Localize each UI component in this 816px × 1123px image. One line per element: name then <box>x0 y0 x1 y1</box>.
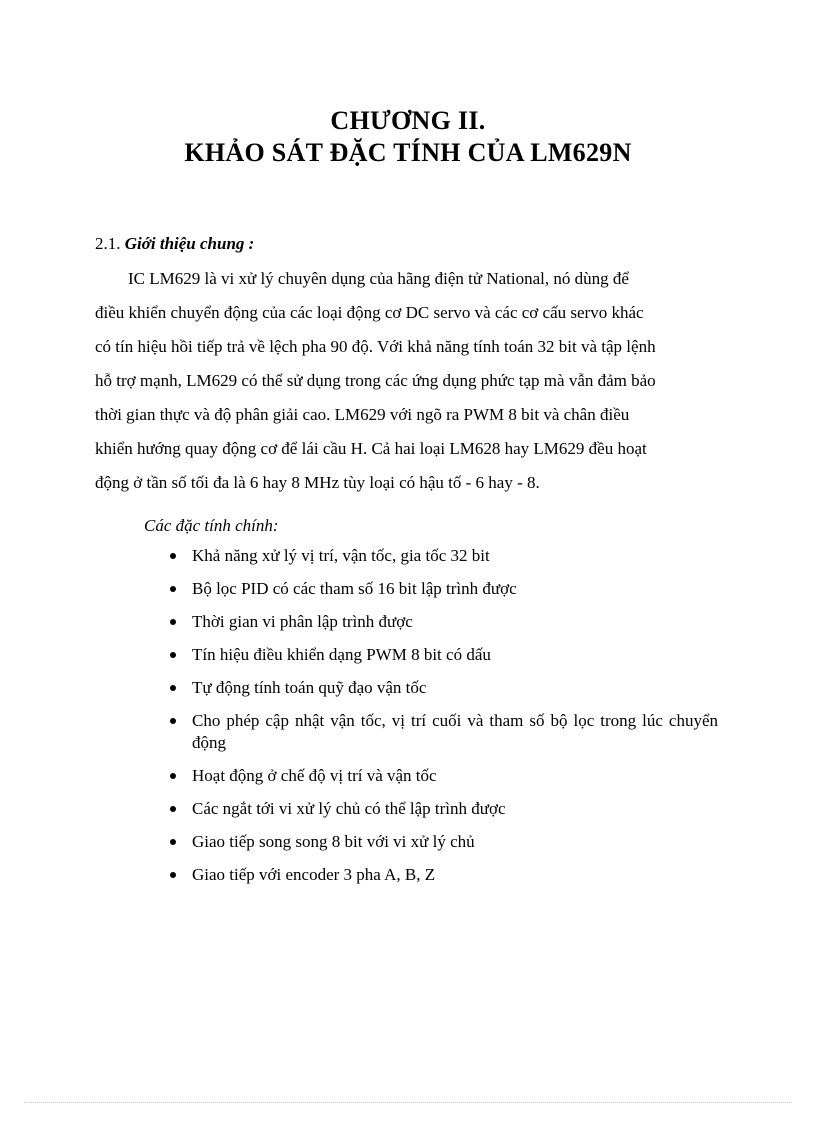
feature-text: Thời gian vi phân lập trình được <box>192 612 413 631</box>
paragraph-line: hỗ trợ mạnh, LM629 có thể sử dụng trong các ứng dụng phức tạp mà vẫn đảm bảo <box>95 371 656 390</box>
bullet-icon <box>170 872 176 878</box>
bullet-icon <box>170 773 176 779</box>
bullet-icon <box>170 718 176 724</box>
feature-text: Giao tiếp với encoder 3 pha A, B, Z <box>192 865 436 884</box>
list-item <box>170 611 718 633</box>
bullet-icon <box>170 685 176 691</box>
bullet-icon <box>170 586 176 592</box>
page-bottom-divider <box>24 1102 792 1103</box>
feature-text: Khả năng xử lý vị trí, vận tốc, gia tốc 32 bit <box>192 546 490 565</box>
list-item <box>170 578 718 600</box>
feature-text: Tự động tính toán quỹ đạo vận tốc <box>192 678 427 697</box>
feature-text: Giao tiếp song song 8 bit với vi xử lý chủ <box>192 832 475 851</box>
list-item <box>170 644 718 666</box>
section-title: Giới thiệu chung : <box>124 234 255 253</box>
list-item <box>170 831 718 853</box>
paragraph-line: thời gian thực và độ phân giải cao. LM629 với ngõ ra PWM 8 bit và chân điều <box>95 405 630 424</box>
features-heading: Các đặc tính chính: <box>144 516 279 535</box>
feature-text: Tín hiệu điều khiển dạng PWM 8 bit có dấu <box>192 645 491 664</box>
paragraph-line: có tín hiệu hồi tiếp trả về lệch pha 90 độ. Với khả năng tính toán 32 bit và tập lệnh <box>95 337 656 356</box>
list-item <box>170 710 718 754</box>
paragraph-line: khiển hướng quay động cơ để lái cầu H. Cả hai loại LM628 hay LM629 đều hoạt <box>95 439 647 458</box>
bullet-icon <box>170 806 176 812</box>
paragraph-line: động ở tần số tối đa là 6 hay 8 MHz tùy loại có hậu tố - 6 hay - 8. <box>95 473 540 492</box>
list-item <box>170 798 718 820</box>
bullet-icon <box>170 553 176 559</box>
chapter-subtitle: KHẢO SÁT ĐẶC TÍNH CỦA LM629N <box>184 138 632 167</box>
feature-text: Các ngắt tới vi xử lý chủ có thể lập trình được <box>192 799 506 818</box>
list-item <box>170 545 718 567</box>
paragraph-line: điều khiển chuyển động của các loại động cơ DC servo và các cơ cấu servo khác <box>95 303 644 322</box>
chapter-title: CHƯƠNG II. <box>330 106 486 135</box>
feature-text: Cho phép cập nhật vận tốc, vị trí cuối và tham số bộ lọc trong lúc chuyển động <box>192 711 718 752</box>
list-item <box>170 677 718 699</box>
feature-text: Hoạt động ở chế độ vị trí và vận tốc <box>192 766 437 785</box>
bullet-icon <box>170 619 176 625</box>
list-item <box>170 864 718 886</box>
section-number: 2.1. <box>95 234 121 253</box>
bullet-icon <box>170 652 176 658</box>
section-heading <box>95 234 254 254</box>
intro-paragraph <box>95 262 717 500</box>
list-item <box>170 765 718 787</box>
feature-text: Bộ lọc PID có các tham số 16 bit lập trình được <box>192 579 517 598</box>
features-list <box>170 545 718 897</box>
bullet-icon <box>170 839 176 845</box>
paragraph-line: IC LM629 là vi xử lý chuyên dụng của hãng điện tử National, nó dùng để <box>128 269 629 288</box>
